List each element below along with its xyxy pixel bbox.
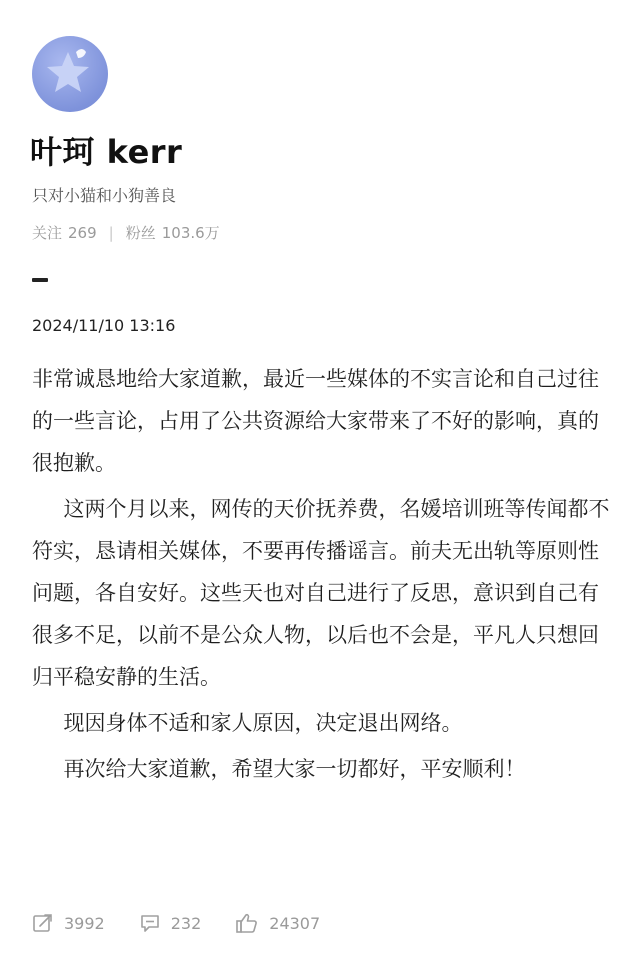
post-paragraph: 这两个月以来，网传的天价抚养费，名媛培训班等传闻都不符实，恳请相关媒体，不要再传播谣言。前夫无出轨等原则性问题，各自安好。这些天也对自己进行了反思，意识到自己有很多不足，以前不是公众人物，以后也不会是，平凡人只想回归平稳安静的生活。 — [32, 497, 610, 689]
followers-label: 粉丝 — [125, 224, 156, 242]
post-paragraph: 现因身体不适和家人原因，决定退出网络。 — [63, 711, 463, 735]
following-count: 269 — [68, 224, 97, 242]
post-actions — [32, 912, 354, 934]
share-button[interactable] — [32, 912, 105, 934]
section-divider — [32, 278, 48, 282]
stats-divider: | — [108, 224, 114, 242]
followers-count: 103.6万 — [161, 224, 220, 242]
share-count: 3992 — [64, 913, 105, 933]
post-paragraph: 再次给大家道歉，希望大家一切都好，平安顺利！ — [63, 757, 526, 781]
like-icon — [235, 912, 259, 934]
comment-icon — [139, 912, 161, 934]
star-avatar-icon — [32, 36, 108, 112]
avatar[interactable] — [32, 36, 108, 112]
post-paragraph: 非常诚恳地给大家道歉，最近一些媒体的不实言论和自己过往的一些言论，占用了公共资源给大家带来了不好的影响，真的很抱歉。 — [32, 367, 599, 475]
like-button[interactable] — [235, 912, 320, 934]
following-stat[interactable] — [32, 222, 97, 244]
comment-count: 232 — [170, 913, 202, 933]
post-content — [32, 358, 612, 790]
followers-stat[interactable] — [126, 222, 220, 244]
following-label: 关注 — [32, 224, 63, 242]
share-icon — [32, 912, 54, 934]
post-date: 2024/11/10 13:16 — [32, 316, 176, 335]
profile-name[interactable]: 叶珂 kerr — [30, 133, 183, 171]
profile-bio: 只对小猫和小狗善良 — [32, 186, 177, 205]
comment-button[interactable] — [139, 912, 202, 934]
like-count: 24307 — [269, 913, 321, 933]
profile-stats — [32, 222, 220, 244]
